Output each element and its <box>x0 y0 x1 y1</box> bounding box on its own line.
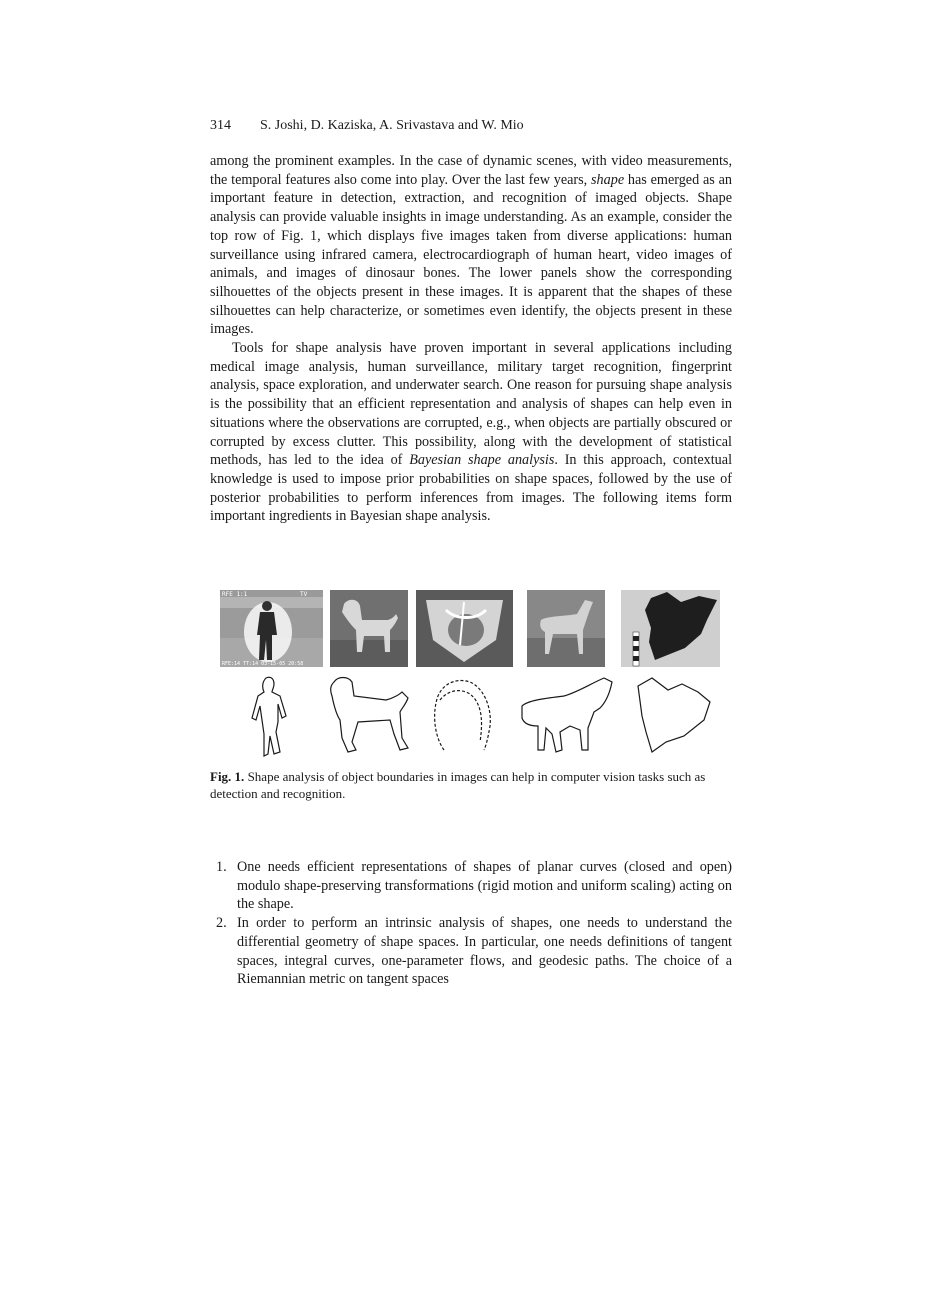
emphasis-bayesian: Bayesian shape analysis <box>409 452 555 469</box>
heart-silhouette <box>430 676 496 756</box>
paragraph-1-text-a: among the prominent examples. In the case of dynamic scenes, with video measurements, the temporal features also come into play. Over the last few years, <box>210 153 732 188</box>
ir-overlay-top-right: TV <box>300 591 308 598</box>
emphasis-shape: shape <box>591 171 625 188</box>
paragraph-2-text-b: . In this approach, contextual knowledge is used to impose prior probabilities on shape spaces, followed by the use of posterior probabilities to perform inferences from images. The following items form important ingredients in Bayesian shape analysis. <box>210 452 733 525</box>
list-item <box>210 914 732 989</box>
ir-overlay-bottom: RFE:14 TT:14 03-15-05 20:58 <box>222 661 304 667</box>
person-silhouette <box>250 676 290 758</box>
paragraph-1 <box>210 152 732 339</box>
dinosaur-bone-photo <box>621 590 720 667</box>
ir-overlay-top-left: RFE 1:1 <box>222 591 248 598</box>
author-line: S. Joshi, D. Kaziska, A. Srivastava and W. Mio <box>260 118 524 133</box>
list-text: In order to perform an intrinsic analysis of shapes, one needs to understand the differential geometry of shape spaces. In particular, one needs definitions of tangent spaces, integral curves, one-parameter flows, and geodesic paths. The choice of a Riemannian metric on tangent spaces <box>237 915 732 988</box>
heart-ultrasound-photo <box>416 590 513 667</box>
dog-silhouette <box>328 676 412 756</box>
bone-silhouette <box>632 676 716 756</box>
body-text <box>210 152 732 526</box>
horse-silhouette <box>518 676 618 756</box>
list-text: One needs efficient representations of shapes of planar curves (closed and open) modulo shape-preserving transformations (rigid motion and uniform scaling) acting on the shape. <box>237 859 732 913</box>
figure-1 <box>214 588 726 758</box>
list-number: 1. <box>216 859 227 875</box>
infrared-person-photo <box>220 590 323 667</box>
list-item <box>210 858 732 914</box>
ingredient-list <box>210 858 732 989</box>
caption-text: Shape analysis of object boundaries in images can help in computer vision tasks such as detection and recognition. <box>210 769 706 801</box>
paragraph-2 <box>210 339 732 526</box>
page-number: 314 <box>210 118 231 133</box>
figure-caption <box>210 768 732 802</box>
running-head <box>210 118 524 134</box>
list-number: 2. <box>216 915 227 932</box>
horse-photo <box>527 590 605 667</box>
paragraph-1-text-b: has emerged as an important feature in detection, extraction, and recognition of imaged objects. Shape analysis can provide valuable insights in image understanding. As an example, consider the top row of Fig. 1, which displays five images taken from diverse applications: human surveillance using infrared camera, electrocardiograph of human heart, video images of animals, and images of dinosaur bones. The lower panels show the corresponding silhouettes of the objects present in these images. It is apparent that the shapes of these silhouettes can help characterize, or sometimes even identify, the objects present in these images. <box>210 171 732 338</box>
dog-photo <box>330 590 408 667</box>
caption-label: Fig. 1. <box>210 769 245 784</box>
paragraph-2-text-a: Tools for shape analysis have proven important in several applications including medical image analysis, human surveillance, military target recognition, fingerprint analysis, space exploration, and underwater search. One reason for pursuing shape analysis is the possibility that an efficient representation and analysis of shapes can help even in situations where the observations are corrupted, e.g., when objects are partially obscured or corrupted by excess clutter. This possibility, along with the development of statistical methods, has led to the idea of <box>210 340 732 469</box>
